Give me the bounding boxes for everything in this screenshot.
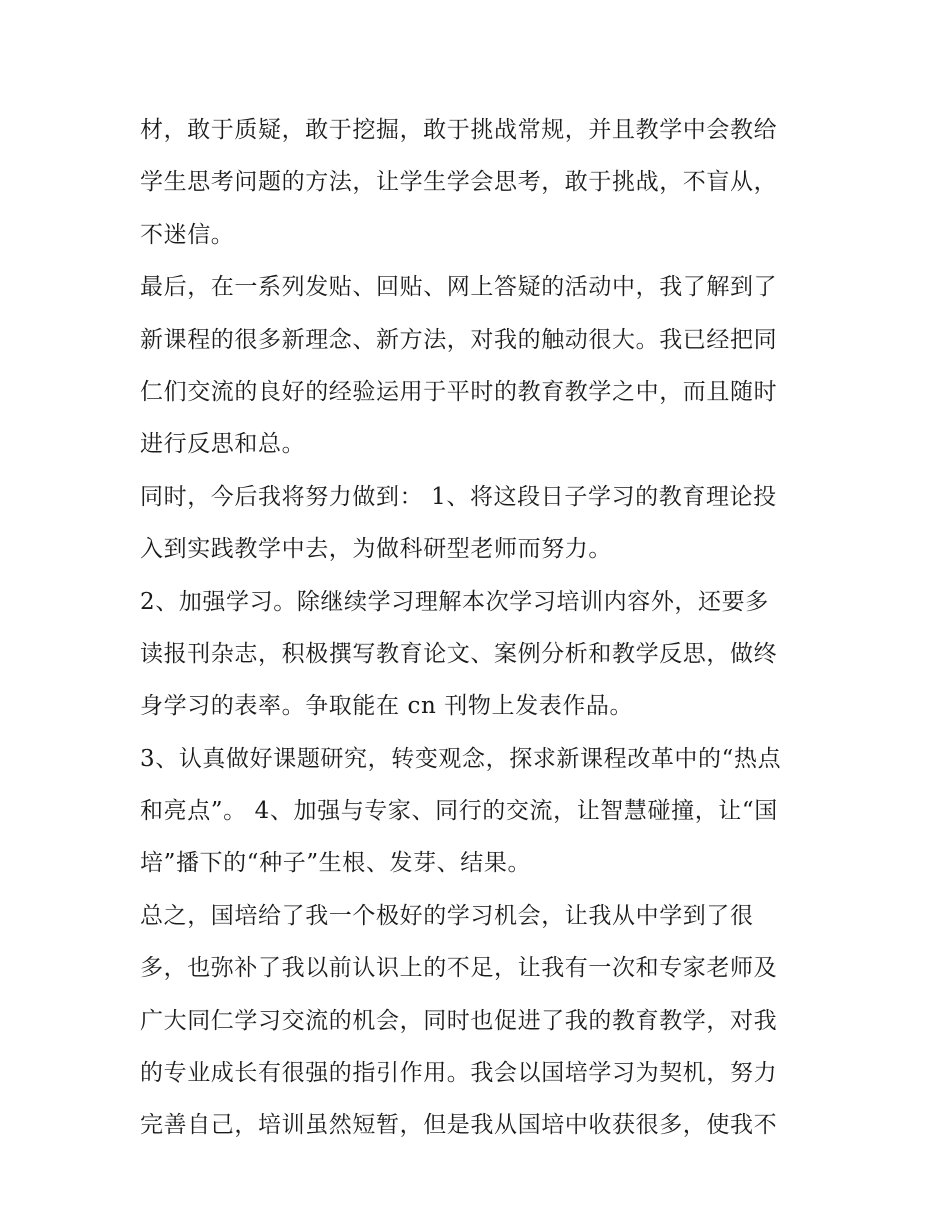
text-line: 学生思考问题的方法，让学生学会思考，敢于挑战，不盲从， (140, 169, 778, 196)
text-line: 不迷信。 (140, 221, 235, 248)
document-body (140, 104, 815, 1152)
text-line: 培”播下的“种子”生根、发芽、结果。 (140, 850, 532, 877)
text-line: 身学习的表率。争取能在 cn 刊物上发表作品。 (140, 693, 634, 720)
text-line: 新课程的很多新理念、新方法，对我的触动很大。我已经把同 (140, 326, 778, 353)
text-line: 读报刊杂志，积极撰写教育论文、案例分析和教学反思，做终 (140, 640, 778, 667)
text-line: 最后，在一系列发贴、回贴、网上答疑的活动中，我了解到了 (140, 274, 778, 301)
text-line: 3、认真做好课题研究，转变观念，探求新课程改革中的“热点 (140, 745, 782, 772)
text-line: 仁们交流的良好的经验运用于平时的教育教学之中，而且随时 (140, 378, 778, 405)
text-line: 和亮点”。 4、加强与专家、同行的交流，让智慧碰撞，让“国 (140, 798, 778, 825)
text-line: 多，也弥补了我以前认识上的不足，让我有一次和专家老师及 (140, 955, 778, 982)
text-line: 总之，国培给了我一个极好的学习机会，让我从中学到了很 (140, 902, 754, 929)
text-line: 进行反思和总。 (140, 431, 306, 458)
text-line: 材，敢于质疑，敢于挖掘，敢于挑战常规，并且教学中会教给 (140, 117, 778, 143)
text-line: 广大同仁学习交流的机会，同时也促进了我的教育教学，对我 (140, 1007, 778, 1034)
text-line: 入到实践教学中去，为做科研型老师而努力。 (140, 536, 612, 563)
text-line: 同时，今后我将努力做到： 1、将这段日子学习的教育理论投 (140, 483, 777, 510)
text-line: 2、加强学习。除继续学习理解本次学习培训内容外，还要多 (140, 588, 769, 615)
text-line: 的专业成长有很强的指引作用。我会以国培学习为契机，努力 (140, 1060, 778, 1087)
text-line: 完善自己，培训虽然短暂，但是我从国培中收获很多，使我不 (140, 1112, 778, 1139)
